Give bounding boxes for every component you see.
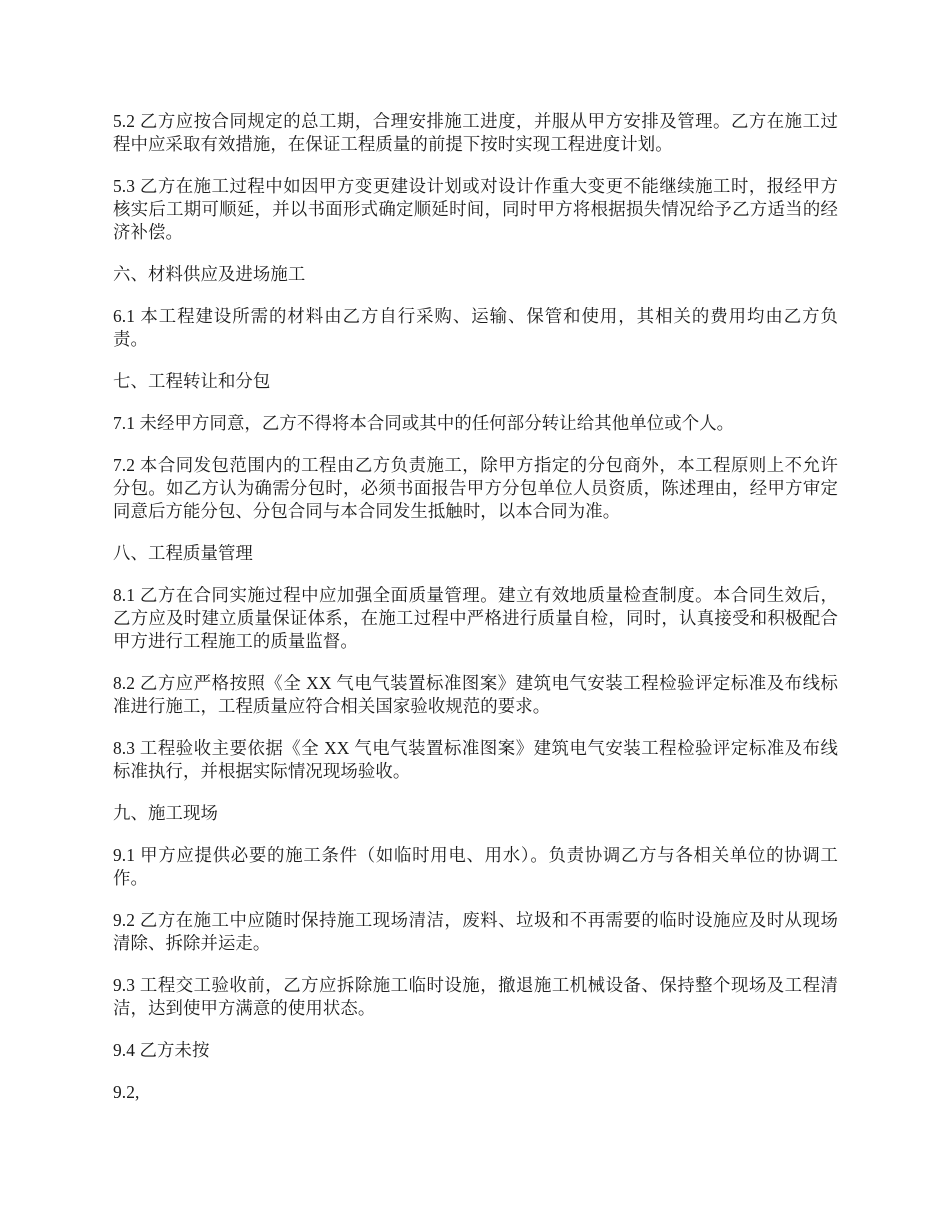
clause-9-2: 9.2 乙方在施工中应随时保持施工现场清洁，废料、垃圾和不再需要的临时设施应及时从现场清除、拆除并运走。 [113,910,838,953]
clause-7-2: 7.2 本合同发包范围内的工程由乙方负责施工，除甲方指定的分包商外，本工程原则上不允许分包。如乙方认为确需分包时，必须书面报告甲方分包单位人员资质，陈述理由，经甲方审定同意后方能分包、分包合同与本合同发生抵触时，以本合同为准。 [113,455,838,521]
clause-9-3: 9.3 工程交工验收前，乙方应拆除施工临时设施，撤退施工机械设备、保持整个现场及工程清洁，达到使甲方满意的使用状态。 [113,975,838,1018]
clause-8-2: 8.2 乙方应严格按照《全 XX 气电气装置标准图案》建筑电气安装工程检验评定标准及布线标准进行施工，工程质量应符合相关国家验收规范的要求。 [113,673,838,716]
trailing-fragment: 9.2, [113,1082,140,1102]
section-heading-6: 六、材料供应及进场施工 [113,264,306,284]
section-heading-7: 七、工程转让和分包 [113,371,271,391]
document-page [113,110,838,1104]
clause-7-1: 7.1 未经甲方同意，乙方不得将本合同或其中的任何部分转让给其他单位或个人。 [113,413,735,433]
section-heading-9: 九、施工现场 [113,803,218,823]
clause-6-1: 6.1 本工程建设所需的材料由乙方自行采购、运输、保管和使用，其相关的费用均由乙方负责。 [113,306,838,349]
clause-8-1: 8.1 乙方在合同实施过程中应加强全面质量管理。建立有效地质量检查制度。本合同生效后，乙方应及时建立质量保证体系，在施工过程中严格进行质量自检，同时，认真接受和积极配合甲方进行工程施工的质量监督。 [113,585,838,651]
clause-5-2: 5.2 乙方应按合同规定的总工期，合理安排施工进度，并服从甲方安排及管理。乙方在施工过程中应采取有效措施，在保证工程质量的前提下按时实现工程进度计划。 [113,111,838,154]
clause-9-1: 9.1 甲方应提供必要的施工条件（如临时用电、用水）。负责协调乙方与各相关单位的协调工作。 [113,845,838,888]
section-heading-8: 八、工程质量管理 [113,543,253,563]
clause-9-4: 9.4 乙方未按 [113,1040,210,1060]
clause-5-3: 5.3 乙方在施工过程中如因甲方变更建设计划或对设计作重大变更不能继续施工时，报经甲方核实后工期可顺延，并以书面形式确定顺延时间，同时甲方将根据损失情况给予乙方适当的经济补偿。 [113,176,838,242]
clause-8-3: 8.3 工程验收主要依据《全 XX 气电气装置标准图案》建筑电气安装工程检验评定标准及布线标准执行，并根据实际情况现场验收。 [113,738,838,781]
